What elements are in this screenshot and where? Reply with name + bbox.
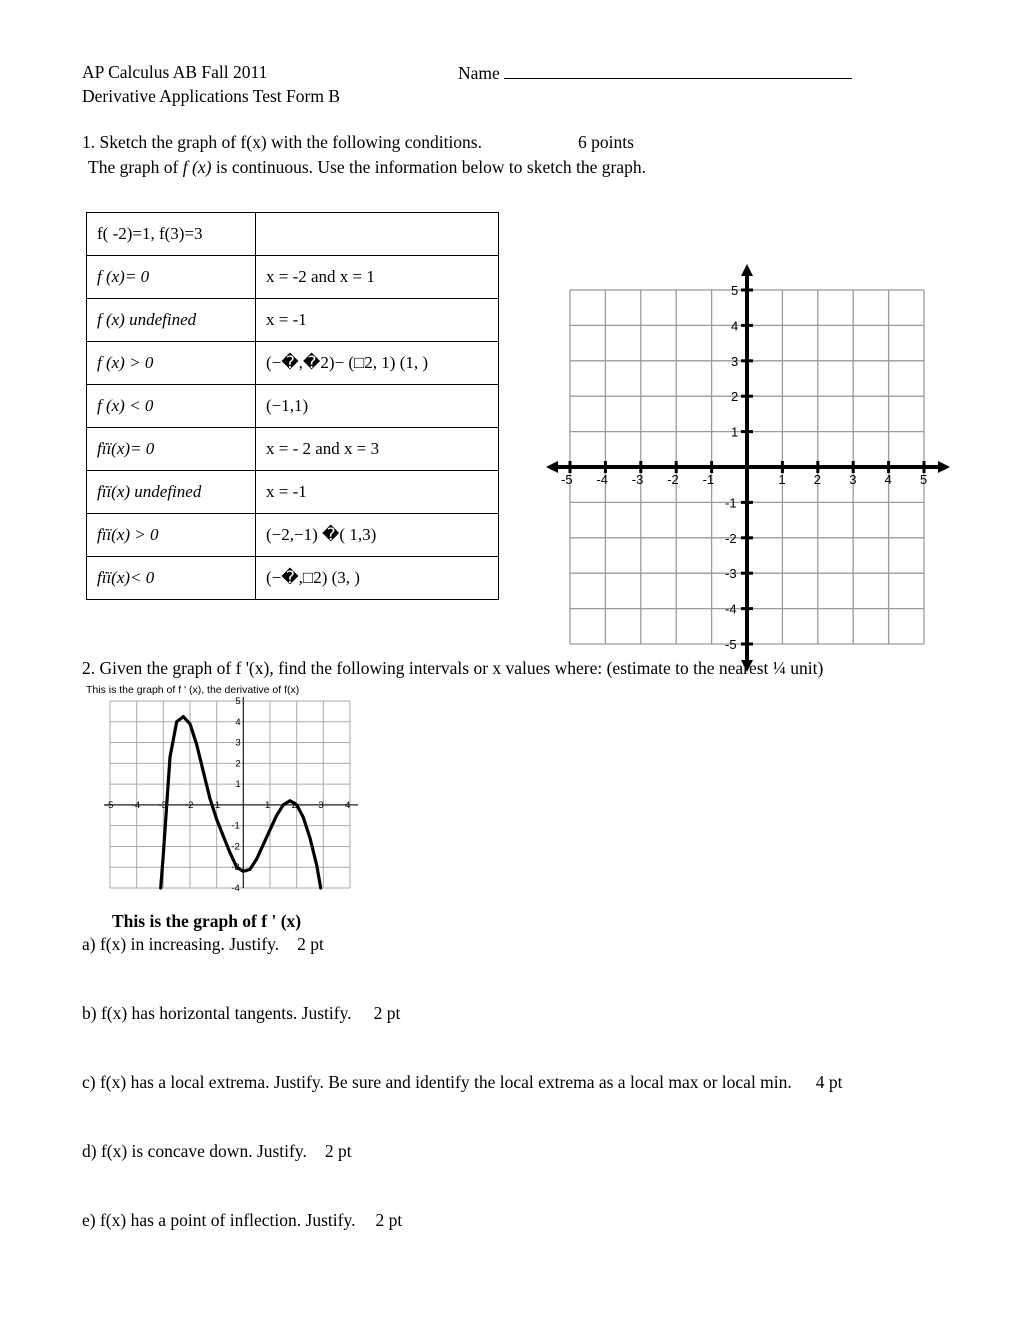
- cond-cell: f (x) > 0: [87, 342, 256, 385]
- table-row: [87, 213, 499, 256]
- cond-cell: f (x)= 0: [87, 256, 256, 299]
- table-row: [87, 342, 499, 385]
- part-label: c) f(x) has a local extrema. Justify. Be sure and identify the local extrema as a local max or local min.: [82, 1072, 792, 1092]
- part-label: d) f(x) is concave down. Justify.: [82, 1141, 307, 1161]
- y-tick-label: -2: [725, 530, 737, 546]
- x-tick-label: -5: [561, 472, 573, 487]
- x-tick-label: -3: [631, 472, 644, 487]
- table-row: [87, 299, 499, 342]
- y-tick-label: -3: [725, 566, 737, 582]
- y-tick-label: -2: [231, 841, 240, 853]
- value-cell: x = - 2 and x = 3: [256, 428, 499, 471]
- x-tick-label: 4: [345, 799, 351, 811]
- x-tick-label: 3: [849, 472, 857, 487]
- x-tick-label: -1: [702, 472, 715, 487]
- cond-cell: f( -2)=1, f(3)=3: [87, 213, 256, 256]
- y-tick-label: 1: [731, 424, 739, 440]
- value-cell: (−1,1): [256, 385, 499, 428]
- part-points: 2 pt: [324, 1141, 352, 1161]
- y-tick-label: 5: [731, 283, 739, 298]
- y-tick-label: 3: [235, 737, 241, 749]
- y-tick-label: 1: [235, 779, 241, 791]
- x-tick-label: -4: [596, 472, 608, 487]
- conditions-table: [86, 212, 499, 600]
- name-label: Name: [458, 63, 500, 83]
- arrow-right: [938, 461, 950, 473]
- x-tick-label: -3: [158, 799, 167, 811]
- value-cell: (−�,□2) (3, ): [256, 557, 499, 600]
- x-tick-label: 2: [291, 799, 297, 811]
- part-a: [82, 934, 324, 955]
- part-points: 2 pt: [297, 934, 324, 954]
- x-tick-label: -4: [131, 799, 141, 811]
- part-e: [82, 1210, 402, 1231]
- sketch-grid[interactable]: [540, 262, 955, 652]
- cond-cell: fïï(x) > 0: [87, 514, 256, 557]
- y-tick-label: -5: [725, 637, 737, 652]
- x-tick-label: 1: [265, 799, 271, 811]
- q1-sub-a: The graph of: [88, 157, 179, 177]
- table-row: [87, 557, 499, 600]
- y-tick-label: 4: [731, 318, 739, 334]
- part-b: [82, 1003, 400, 1024]
- y-tick-label: 3: [731, 353, 739, 369]
- part-label: a) f(x) in increasing. Justify.: [82, 934, 280, 954]
- y-tick-label: -4: [725, 601, 737, 617]
- y-tick-label: -1: [231, 820, 240, 832]
- y-tick-label: -3: [231, 862, 240, 874]
- value-cell: (−�,�2)− (□2, 1) (1, ): [256, 342, 499, 385]
- q1-points: 6 points: [578, 132, 634, 152]
- y-tick-label: 4: [235, 716, 241, 728]
- x-tick-label: -1: [211, 799, 221, 811]
- x-tick-label: -2: [667, 472, 679, 487]
- cond-cell: fïï(x) undefined: [87, 471, 256, 514]
- table-row: [87, 514, 499, 557]
- x-tick-label: 2: [813, 472, 822, 487]
- y-tick-label: 2: [235, 758, 241, 770]
- part-c: [82, 1072, 843, 1093]
- value-cell: [256, 213, 499, 256]
- course-title: AP Calculus AB Fall 2011: [82, 62, 268, 82]
- y-tick-label: 5: [235, 696, 241, 707]
- cond-cell: fïï(x)= 0: [87, 428, 256, 471]
- x-tick-label: 5: [920, 472, 928, 487]
- part-label: e) f(x) has a point of inflection. Justify.: [82, 1210, 356, 1230]
- part-d: [82, 1141, 352, 1162]
- value-cell: x = -1: [256, 299, 499, 342]
- arrow-left: [546, 461, 558, 473]
- x-tick-label: -5: [105, 799, 114, 811]
- cond-cell: fïï(x)< 0: [87, 557, 256, 600]
- y-tick-label: -4: [231, 883, 240, 894]
- q1-subprompt: [88, 157, 646, 178]
- table-row: [87, 385, 499, 428]
- q1-sub-fx: f (x): [182, 157, 212, 177]
- chart-title: This is the graph of f ' (x), the derivative of f(x): [86, 684, 300, 696]
- y-tick-label: -1: [725, 495, 737, 511]
- x-tick-label: 3: [318, 799, 324, 811]
- q2-prompt: 2. Given the graph of f '(x), find the following intervals or x values where: (estimate to the nearest ¼ unit): [82, 658, 824, 678]
- cond-cell: f (x) < 0: [87, 385, 256, 428]
- part-points: 4 pt: [815, 1072, 843, 1092]
- arrow-up: [741, 264, 753, 276]
- y-tick-label: 2: [731, 389, 739, 405]
- x-tick-label: 4: [884, 472, 892, 487]
- x-tick-label: -2: [185, 799, 194, 811]
- chart-caption: This is the graph of f ' (x): [112, 911, 302, 931]
- value-cell: (−2,−1) �( 1,3): [256, 514, 499, 557]
- q1-prompt: 1. Sketch the graph of f(x) with the following conditions.: [82, 132, 482, 152]
- name-blank[interactable]: [504, 62, 852, 79]
- part-points: 2 pt: [375, 1210, 403, 1230]
- value-cell: x = -1: [256, 471, 499, 514]
- q1-sub-b: is continuous. Use the information below to sketch the graph.: [215, 157, 646, 177]
- derivative-chart: [82, 683, 382, 893]
- cond-cell: f (x) undefined: [87, 299, 256, 342]
- name-field[interactable]: [458, 62, 852, 84]
- test-title: Derivative Applications Test Form B: [82, 86, 341, 106]
- value-cell: x = -2 and x = 1: [256, 256, 499, 299]
- table-row: [87, 256, 499, 299]
- part-label: b) f(x) has horizontal tangents. Justify.: [82, 1003, 352, 1023]
- x-tick-label: 1: [778, 472, 786, 487]
- table-row: [87, 428, 499, 471]
- part-points: 2 pt: [373, 1003, 401, 1023]
- table-row: [87, 471, 499, 514]
